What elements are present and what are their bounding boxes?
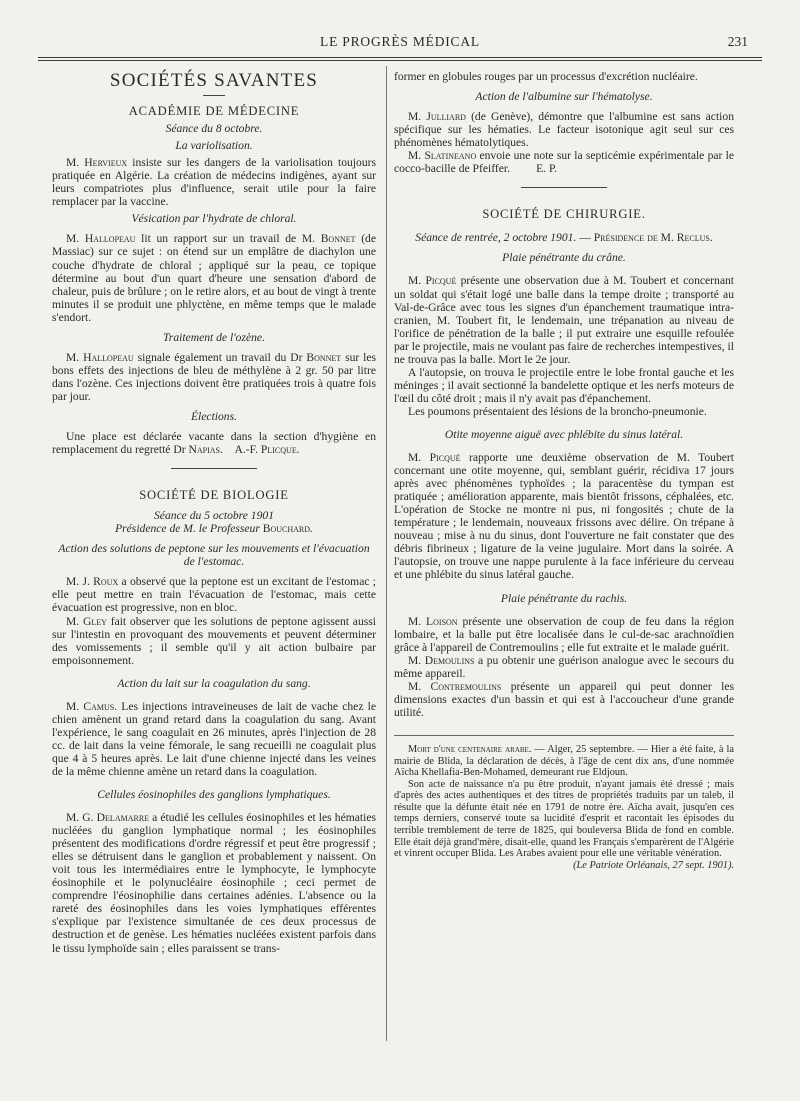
peptone-heading: Action des solutions de peptone sur les mouvements et l'évacuation de l'estomac.	[58, 542, 370, 569]
lait-paragraph: M. Camus. Les injections intraveineuses de lait de vache chez le chien amènent un grand retard dans la coagulation du sang. Avant l'expérience, le sang coagulait en 26 minutes, après l'injection de 28 cc. de lait dans la veine fémorale, le sang recueilli ne coagulait plus que 4 à 5 heures après. Le lait d'une chienne injecté dans les veines de la même chienne amène un retard dans la coagulation.	[52, 699, 376, 778]
cellules-paragraph: M. G. Delamarre a étudié les cellules éosinophiles et les hématies nucléées du ganglion lymphatique normal ; les éosinophiles présentent des modifications d'ordre régressif et peut être progressif ; elles se détruisent dans le ganglion et probablement y naissent. On voit tous les intermédiaires entre le lymphocyte, le lymphocyte éosinophile et le polynucléaire éosinophile ; ceci permet de comprendre l'éosinophilie dans certaines adénies. L'absence ou la rareté des éosinophiles dans les voies lymphatiques efférentes s'explique par l'existence simultanée de ces deux processus de destruction et de genèse. Les hématies nucléées existent parfois dans le tissu lymphoïde sain ; elles paraissent se trans-	[52, 811, 376, 955]
lait-heading: Action du lait sur la coagulation du sang.	[117, 676, 311, 690]
crane-heading: Plaie pénétrante du crâne.	[502, 251, 626, 265]
biologie-session: Séance du 5 octobre 1901	[154, 509, 274, 523]
academie-session: Séance du 8 octobre.	[165, 122, 263, 136]
cellules-heading: Cellules éosinophiles des ganglions lymphatiques.	[97, 788, 331, 802]
biologie-presidence: Présidence de M. le Professeur Bouchard.	[115, 522, 313, 536]
signature: A.-F. Plicque.	[234, 443, 300, 457]
signature: E. P.	[536, 162, 558, 176]
mort-paragraph-2: Son acte de naissance n'a pu être produit, n'ayant jamais été dressé ; mais d'après des actes authentiques et des titres de propriétés traduits par un taleb, il résulte que la défunte était née en 1791 de notre ère. Aïcha avait, jusqu'en ces temps derniers, conservé toute sa lucidité d'esprit et racontait les épisodes du terrible tremblement de terre de 1825, qui bouleversa Blida de fond en comble. Elle était déjà grand'mère, disait-elle, quand les Français s'emparèrent de l'Algérie et vinrent occuper Blida. Les Arabes avaient pour elle une véritable vénération.	[394, 778, 734, 860]
otite-heading: Otite moyenne aiguë avec phlébite du sinus latéral.	[444, 427, 684, 441]
section-separator	[171, 468, 257, 469]
continuation-paragraph: former en globules rouges par un processus d'excrétion nucléaire.	[394, 70, 698, 83]
page-number: 231	[727, 34, 748, 49]
title-dash	[203, 95, 225, 96]
news-item	[394, 744, 734, 872]
column-separator	[386, 66, 387, 1041]
crane-paragraph-1: M. Picqué présente une observation due à M. Toubert et concernant un soldat qui s'était logé une balle dans la tempe droite ; transporté au Val-de-Grâce avec tous les signes d'un épanchement traumatique intra-cranien, M. Toubert fit, le lendemain, une trépanation au niveau de l'orifice de pénétration de la balle ; il put extraire une esquille refoulée par le projectile, mais ne voulant pas faire de recherches intempestives, il ne trouva pas la balle. Mort le 2e jour.	[394, 274, 734, 366]
rachis-paragraph-2: M. Demoulins a pu obtenir une guérison analogue avec le secours du même appareil.	[394, 653, 735, 680]
section-separator	[521, 187, 607, 188]
otite-paragraph: M. Picqué rapporte une deuxième observation de M. Toubert concernant une otite moyenne, qui, semblant guérir, récidiva 17 jours après avec phénomènes typhoïdes ; la paracentèse du tympan est pratiquée ; amélioration apparente, mais bientôt frissons, céphalées, etc. L'opération de Stocke ne montre ni pus, ni fongosités ; chute de la température ; le lendemain, nouveaux frissons avec délire. On trépane à nouveau ; mise à nu du sinus, dont l'ouverture ne fait constater que des débris fibrineux ; ligature de la veine jugulaire. Mort dans la soirée. A l'autopsie, on trouve une nappe purulente à la face inférieure du cerveau et une phlébite du sinus latéral gauche.	[394, 451, 734, 582]
right-column	[394, 70, 734, 871]
running-title: LE PROGRÈS MÉDICAL	[320, 34, 480, 49]
rachis-heading: Plaie pénétrante du rachis.	[500, 591, 628, 605]
academie-title: ACADÉMIE DE MÉDECINE	[128, 104, 300, 119]
author-name: M. Hallopeau	[66, 232, 136, 246]
mort-paragraph-1: Mort d'une centenaire arabe. — Alger, 25 septembre. — Hier a été faite, à la mairie de Blida, la déclaration de décès, à l'âge de cent dix ans, d'une nommée Aïcha Khellafia-Ben-Mohamed, demeurant rue Eldjoun.	[394, 743, 734, 779]
author-name: M. Hallopeau	[66, 350, 134, 364]
left-column	[52, 70, 376, 955]
rachis-paragraph-1: M. Loison présente une observation de coup de feu dans la région lombaire, et la balle put être localisée dans le cul-de-sac arachnoïdien grâce à l'appareil de Contremoulins ; elle fut extraite et le malade guérit.	[394, 614, 734, 654]
elections-paragraph: Une place est déclarée vacante dans la section d'hygiène en remplacement du regretté Dr Napias. A.-F. Plicque.	[52, 430, 376, 457]
septicemie-paragraph: M. Slatineano envoie une note sur la septicémie expérimentale par le cocco-bacille de Pfeiffer. E. P.	[394, 149, 734, 176]
albumine-paragraph: M. Julliard (de Genève), démontre que l'albumine est sans action spécifique sur les hématies. Le facteur isotonique agit seul sur ces phénomènes hématolytiques.	[394, 110, 734, 150]
vesication-heading: Vésication par l'hydrate de chloral.	[131, 212, 297, 226]
header-rule-double	[38, 60, 762, 61]
chirurgie-session: Séance de rentrée, 2 octobre 1901. — Présidence de M. Reclus.	[415, 231, 713, 245]
biologie-title: SOCIÉTÉ DE BIOLOGIE	[139, 488, 289, 503]
page-header	[40, 34, 760, 54]
news-heading: Mort d'une centenaire arabe.	[408, 743, 532, 755]
crane-paragraph-3: Les poumons présentaient des lésions de la broncho-pneumonie.	[408, 404, 707, 418]
variolisation-paragraph: M. Hervieux insiste sur les dangers de la variolisation toujours pratiquée en Algérie. La création de médecins indigènes, ayant sur leurs compatriotes plus d'influence, serait utile pour la faire remplacer par la vaccine.	[52, 156, 376, 209]
ozene-paragraph: M. Hallopeau signale également un travail du Dr Bonnet sur les bons effets des injections de bleu de méthylène à 2 gr. 50 par litre dans l'ozène. Ces injections doivent être pratiquées trois à quatre fois par jour.	[52, 350, 376, 403]
vesication-paragraph: M. Hallopeau lit un rapport sur un travail de M. Bonnet (de Massiac) sur ce sujet : on étend sur un emplâtre de diachylon une couche d'hydrate de chloral ; appliqué sur la peau, ce topique détermine au bout d'un quart d'heure une sensation d'abord de chaleur, puis de brûlure ; on le retire alors, et au bout de vingt à trente minutes il se produit une phlyctène, en même temps que le malade s'endort.	[52, 232, 376, 324]
ozene-heading: Traitement de l'ozène.	[163, 330, 265, 344]
header-rule	[38, 57, 762, 58]
peptone-paragraph-2: M. Gley fait observer que les solutions de peptone agissent aussi sur l'intestin en provoquant des mouvements et peuvent déterminer des vomissements ; il semble qu'il y ait action bulbaire par empoisonnement.	[52, 614, 376, 667]
news-source: (Le Patriote Orléanais, 27 sept. 1901).	[573, 859, 734, 871]
chirurgie-title: SOCIÉTÉ DE CHIRURGIE.	[482, 207, 646, 222]
crane-paragraph-2: A l'autopsie, on trouva le projectile entre le lobe frontal gauche et les méninges ; il avait sectionné la bandelette optique et les nerfs moteurs de l'œil du côté droit ; mais il n'y avait pas d'épanchement.	[394, 365, 734, 405]
peptone-paragraph-1: M. J. Roux a observé que la peptone est un excitant de l'estomac ; elle peut mettre en train l'évacuation de l'estomac, mais cette évacuation est progressive, non en bloc.	[52, 575, 376, 615]
albumine-heading: Action de l'albumine sur l'hématolyse.	[475, 90, 653, 104]
news-separator	[394, 735, 734, 736]
elections-heading: Élections.	[190, 409, 238, 423]
rachis-paragraph-3: M. Contremoulins présente un appareil qui peut donner les dimensions exactes d'un bassin et qui est à l'accoucheur d'une grande utilité.	[394, 679, 734, 719]
variolisation-heading: La variolisation.	[175, 139, 253, 153]
author-name: M. Hervieux	[66, 156, 128, 170]
section-title: SOCIÉTÉS SAVANTES	[109, 70, 319, 91]
